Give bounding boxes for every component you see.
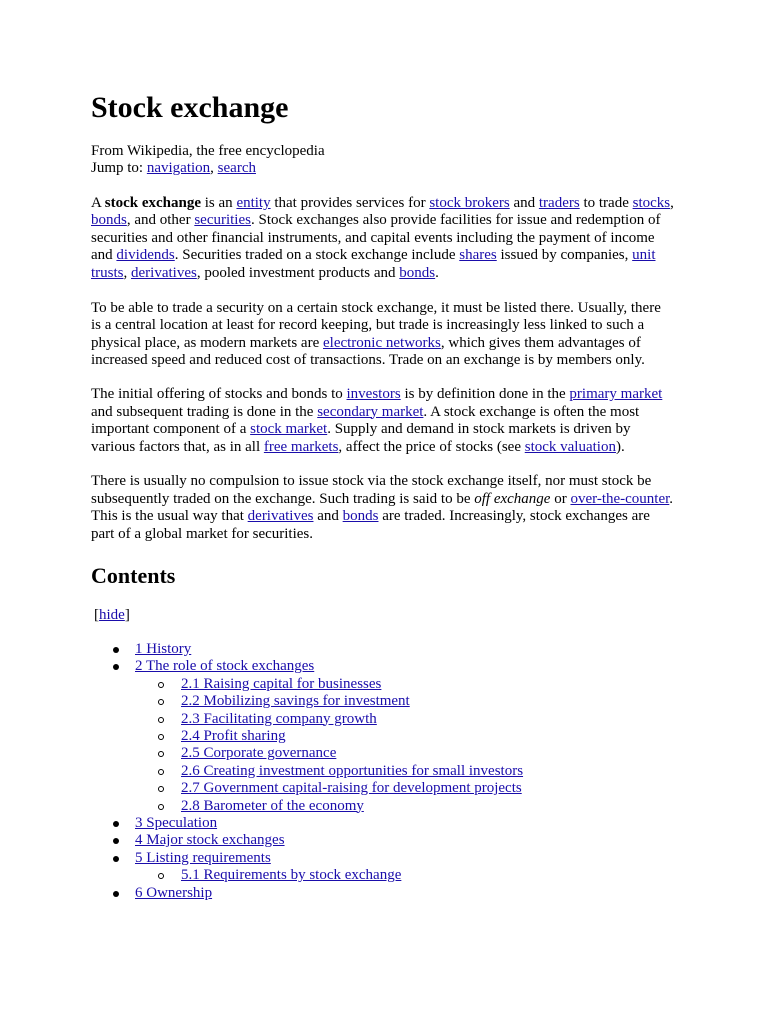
toc-subitem-link[interactable]: 2.2 Mobilizing savings for investment xyxy=(181,693,410,710)
text-run: . xyxy=(669,490,674,507)
paragraph-line xyxy=(91,352,645,370)
inline-link[interactable]: stock market xyxy=(250,421,328,437)
toc-bullet xyxy=(113,647,119,653)
toc-subitem-link[interactable]: 2.5 Corporate governance xyxy=(181,745,337,762)
toc-sub-bullet xyxy=(158,751,164,757)
toc-toggle-open-bracket: [ xyxy=(94,607,99,623)
text-run: , and other xyxy=(126,212,195,228)
text-run: subsequently traded on the exchange. Such trading is said to be xyxy=(91,490,475,507)
paragraph-line xyxy=(91,317,644,335)
text-run: , which gives them advantages of xyxy=(440,334,641,351)
toc-subitem-link[interactable]: 5.1 Requirements by stock exchange xyxy=(181,867,402,884)
inline-link[interactable]: stock brokers xyxy=(429,195,510,211)
inline-link[interactable]: secondary market xyxy=(317,403,424,420)
jump-separator: , xyxy=(210,160,218,176)
paragraph-line xyxy=(91,386,662,404)
text-run: A xyxy=(91,195,105,211)
text-run: ). xyxy=(615,438,625,455)
inline-link[interactable]: derivatives xyxy=(247,508,314,524)
inline-link[interactable]: dividends xyxy=(116,247,175,263)
jump-to-line xyxy=(91,160,256,178)
inline-link[interactable]: shares xyxy=(459,247,497,263)
text-run: and xyxy=(313,508,343,524)
text-run: . xyxy=(435,264,439,281)
text-run: to trade xyxy=(579,195,633,211)
page-title: Stock exchange xyxy=(91,91,289,124)
toc-bullet xyxy=(113,838,119,844)
toc-subitem-link[interactable]: 2.3 Facilitating company growth xyxy=(181,710,377,727)
inline-link[interactable]: over-the-counter xyxy=(570,490,670,507)
toc-item-link[interactable]: 3 Speculation xyxy=(135,815,218,831)
toc-subitem-link[interactable]: 2.8 Barometer of the economy xyxy=(181,797,364,814)
text-run: and xyxy=(91,247,117,263)
text-run: , affect the price of stocks (see xyxy=(338,438,525,455)
toc-item-link[interactable]: 6 Ownership xyxy=(135,884,213,901)
inline-link[interactable]: trusts xyxy=(91,264,124,281)
inline-link[interactable]: securities xyxy=(194,212,251,228)
text-run: increased speed and reduced cost of transactions. Trade on an exchange is by members only. xyxy=(91,352,645,368)
text-run: are traded. Increasingly, stock exchanges are xyxy=(378,508,650,524)
italic-term: off exchange xyxy=(474,490,551,507)
contents-heading: Contents xyxy=(91,563,176,588)
toc-bullet xyxy=(113,821,119,827)
text-run: . Securities traded on a stock exchange include xyxy=(174,247,460,263)
text-run: is an xyxy=(201,195,237,211)
text-run: and xyxy=(509,195,539,211)
bold-term: stock exchange xyxy=(104,195,202,211)
toc-toggle-close-bracket: ] xyxy=(124,607,130,623)
toc-sub-bullet xyxy=(158,699,164,705)
text-run: is by definition done in the xyxy=(400,386,570,402)
text-run: is a central location at least for record keeping, but trade is increasingly less linked to such a xyxy=(91,317,645,333)
inline-link[interactable]: free markets xyxy=(263,438,339,455)
search-link[interactable]: search xyxy=(217,160,256,176)
jump-to-label: Jump to: xyxy=(91,160,147,176)
toc-sub-bullet xyxy=(158,734,164,740)
text-run: physical place, as modern markets are xyxy=(91,334,323,351)
text-run: securities and other financial instruments, and capital events including the payment of income xyxy=(91,229,655,246)
text-run: . Supply and demand in stock markets is driven by xyxy=(327,421,631,437)
paragraph-line xyxy=(91,265,439,283)
toc-subitem-link[interactable]: 2.4 Profit sharing xyxy=(181,728,286,744)
inline-link[interactable]: electronic networks xyxy=(323,334,441,351)
inline-link[interactable]: bonds xyxy=(342,508,379,524)
toc-bullet xyxy=(113,664,119,670)
toc-item-link[interactable]: 2 The role of stock exchanges xyxy=(135,658,315,675)
toc-item-link[interactable]: 4 Major stock exchanges xyxy=(135,832,285,849)
toc-sub-bullet xyxy=(158,804,164,810)
paragraph-line xyxy=(91,526,313,544)
inline-link[interactable]: primary market xyxy=(569,386,663,402)
text-run: . Stock exchanges also provide facilities for issue and redemption of xyxy=(250,212,661,228)
paragraph-line xyxy=(91,230,655,248)
toc-subitem-link[interactable]: 2.6 Creating investment opportunities for small investors xyxy=(181,762,524,779)
toc-sub-bullet xyxy=(158,769,164,775)
inline-link[interactable]: bonds xyxy=(399,264,436,281)
text-run: The initial offering of stocks and bonds to xyxy=(91,386,347,402)
inline-link[interactable]: stocks xyxy=(632,195,671,211)
paragraph-line xyxy=(91,404,639,422)
toc-sub-bullet xyxy=(158,873,164,879)
toc-subitem-link[interactable]: 2.7 Government capital-raising for development projects xyxy=(181,780,522,797)
site-subtitle: From Wikipedia, the free encyclopedia xyxy=(91,143,325,159)
text-run: There is usually no compulsion to issue stock via the stock exchange itself, nor must stock be xyxy=(91,473,652,489)
paragraph-line xyxy=(91,335,641,353)
text-run: important component of a xyxy=(91,421,251,437)
inline-link[interactable]: stock valuation xyxy=(524,438,616,455)
text-run: or xyxy=(550,490,571,507)
toc-sub-bullet xyxy=(158,717,164,723)
text-run: part of a global market for securities. xyxy=(91,525,313,542)
toc-bullet xyxy=(113,891,119,897)
text-run: that provides services for xyxy=(270,195,430,211)
paragraph-line xyxy=(91,473,651,491)
hide-contents-link[interactable]: hide xyxy=(99,607,125,623)
inline-link[interactable]: traders xyxy=(538,195,580,211)
toc-toggle xyxy=(94,607,130,625)
paragraph-line xyxy=(91,439,625,457)
inline-link[interactable]: bonds xyxy=(91,212,127,228)
paragraph-line xyxy=(91,195,674,213)
toc-sub-bullet xyxy=(158,786,164,792)
text-run: and subsequent trading is done in the xyxy=(91,403,318,420)
paragraph-line xyxy=(91,491,673,509)
navigation-link[interactable]: navigation xyxy=(146,160,211,176)
toc-sub-bullet xyxy=(158,682,164,688)
toc-bullet xyxy=(113,856,119,862)
text-run: , xyxy=(670,195,674,211)
inline-link[interactable]: unit xyxy=(632,247,656,263)
text-run: . A stock exchange is often the most xyxy=(423,403,640,420)
inline-link[interactable]: entity xyxy=(236,195,271,211)
text-run: issued by companies, xyxy=(496,247,633,263)
paragraph-line xyxy=(91,247,656,265)
paragraph-line xyxy=(91,212,660,230)
text-run: To be able to trade a security on a certain stock exchange, it must be listed there. Usually, there xyxy=(91,299,661,316)
text-run: , xyxy=(123,264,132,281)
text-run: This is the usual way that xyxy=(91,508,248,524)
inline-link[interactable]: investors xyxy=(346,386,401,402)
toc-item-link[interactable]: 5 Listing requirements xyxy=(135,849,271,866)
paragraph-line xyxy=(91,300,661,318)
text-run: , pooled investment products and xyxy=(196,264,400,281)
paragraph-line xyxy=(91,421,631,439)
text-run: various factors that, as in all xyxy=(91,438,264,455)
toc-item-link[interactable]: 1 History xyxy=(135,641,192,657)
inline-link[interactable]: derivatives xyxy=(131,264,197,281)
paragraph-line xyxy=(91,508,650,526)
toc-subitem-link[interactable]: 2.1 Raising capital for businesses xyxy=(181,675,382,692)
